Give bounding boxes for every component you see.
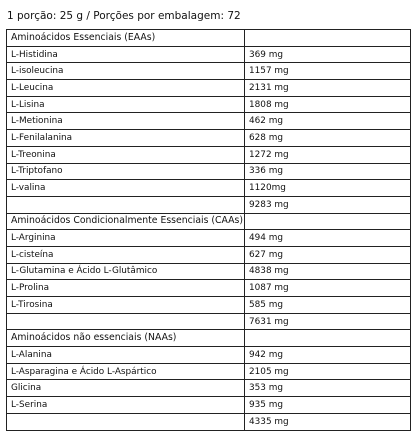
amino-name: L-cisteína [7,246,245,263]
amino-value: 1120mg [245,180,411,197]
total-label-empty [7,313,245,330]
table-row [7,163,411,180]
table-row [7,146,411,163]
amino-value: 353 mg [245,380,411,397]
amino-name: L-isoleucina [7,63,245,80]
amino-value: 585 mg [245,297,411,314]
table-row [7,113,411,130]
section-header-caas [7,213,411,230]
amino-name: L-Tirosina [7,297,245,314]
table-row [7,63,411,80]
amino-value: 1808 mg [245,96,411,113]
section-title: Aminoácidos Condicionalmente Essenciais (CAAs) [7,213,245,230]
amino-value: 1157 mg [245,63,411,80]
amino-value: 2131 mg [245,80,411,97]
total-label-empty [7,196,245,213]
amino-value: 627 mg [245,246,411,263]
section-value-empty [245,30,411,47]
section-header-naas [7,330,411,347]
table-row [7,363,411,380]
amino-name: L-Leucina [7,80,245,97]
section-header-eaas [7,30,411,47]
amino-name: L-Metionina [7,113,245,130]
total-row [7,313,411,330]
amino-value: 1272 mg [245,146,411,163]
table-row [7,380,411,397]
table-row [7,46,411,63]
section-total: 7631 mg [245,313,411,330]
amino-value: 2105 mg [245,363,411,380]
amino-name: L-Treonina [7,146,245,163]
amino-name: L-Lisina [7,96,245,113]
table-row [7,96,411,113]
section-total: 4335 mg [245,413,411,430]
amino-name: L-Prolina [7,280,245,297]
amino-name: L-valina [7,180,245,197]
amino-value: 494 mg [245,230,411,247]
amino-name: L-Asparagina e Ácido L-Aspártico [7,363,245,380]
amino-name: L-Arginina [7,230,245,247]
table-row [7,280,411,297]
amino-name: L-Serina [7,397,245,414]
amino-name: L-Histidina [7,46,245,63]
table-row [7,130,411,147]
amino-value: 1087 mg [245,280,411,297]
amino-name: L-Fenilalanina [7,130,245,147]
table-row [7,246,411,263]
amino-name: L-Triptofano [7,163,245,180]
amino-value: 462 mg [245,113,411,130]
section-value-empty [245,213,411,230]
total-row [7,196,411,213]
table-row [7,180,411,197]
section-value-empty [245,330,411,347]
amino-name: L-Glutamina e Ácido L-Glutâmico [7,263,245,280]
amino-name: Glicina [7,380,245,397]
table-row [7,347,411,364]
section-title: Aminoácidos não essenciais (NAAs) [7,330,245,347]
amino-value: 628 mg [245,130,411,147]
amino-name: L-Alanina [7,347,245,364]
amino-value: 4838 mg [245,263,411,280]
section-total: 9283 mg [245,196,411,213]
amino-acid-table [6,29,411,431]
table-row [7,263,411,280]
table-row [7,80,411,97]
amino-value: 336 mg [245,163,411,180]
section-title: Aminoácidos Essenciais (EAAs) [7,30,245,47]
amino-value: 369 mg [245,46,411,63]
serving-info: 1 porção: 25 g / Porções por embalagem: 72 [7,10,241,22]
table-row [7,297,411,314]
amino-value: 935 mg [245,397,411,414]
table-row [7,397,411,414]
table-row [7,230,411,247]
amino-value: 942 mg [245,347,411,364]
